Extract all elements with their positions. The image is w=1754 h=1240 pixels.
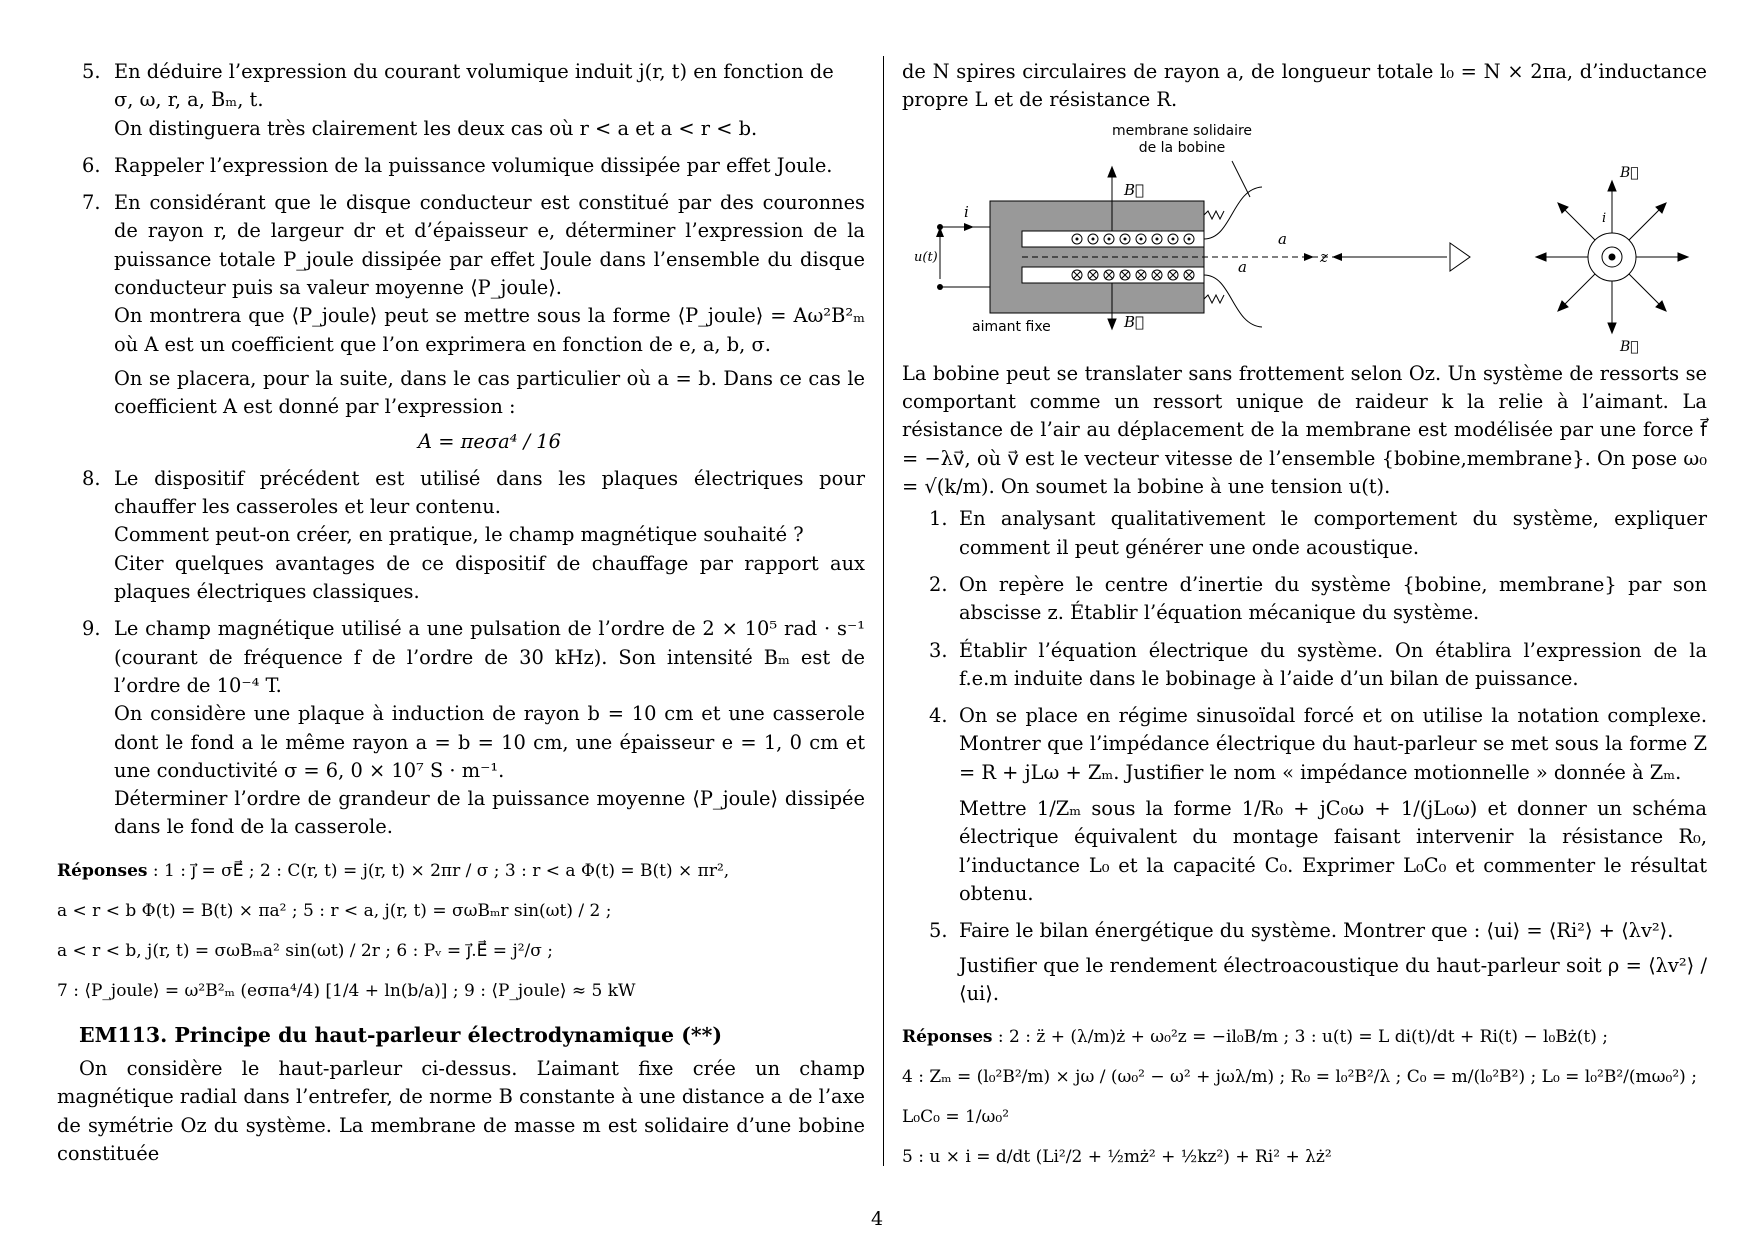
intro-paragraph: On considère le haut-parleur ci-dessus. L’aimant fixe crée un champ magnétique radial dans l’entrefer, de norme B constante à une distance a de l’axe de symétrie Oz du système. La membrane de masse m est solidaire d’une bobine constituée — [57, 1057, 865, 1165]
eye-icon — [1450, 243, 1470, 271]
question-6: 6. Rappeler l’expression de la puissance volumique dissipée par effet Joule. — [82, 153, 833, 177]
right-column — [902, 58, 1707, 1177]
system-paragraph: La bobine peut se translater sans frottement selon Oz. Un système de ressorts se comportant comme un ressort unique de raideur k la relie à l’aimant. La résistance de l’air au déplacement de la membrane est modélisée par une force f⃗ = −λv⃗, où v⃗ est le vecteur vitesse de l’ensemble {bobine,membrane}. On pose ω₀ = √(k/m). On soumet la bobine à une tension u(t). — [902, 361, 1707, 499]
column-divider — [883, 56, 884, 1166]
i-label-left: i — [964, 202, 969, 221]
b-label-top: B⃗ — [1124, 180, 1145, 199]
magnet-label: aimant fixe — [972, 318, 1051, 335]
spring-top — [1204, 211, 1224, 219]
speaker-diagram — [902, 119, 1707, 355]
question-r3: 3. Établir l’équation électrique du système. On établira l’expression de la f.e.m induite dans le bobinage à l’aide d’un bilan de puissance. — [929, 638, 1707, 690]
question-r1: 1. En analysant qualitativement le comportement du système, expliquer comment il peut générer une onde acoustique. — [929, 507, 1707, 559]
membrane-pointer — [1232, 161, 1250, 197]
intro-continued: de N spires circulaires de rayon a, de longueur totale l₀ = N × 2πa, d’inductance propre L et de résistance R. — [902, 60, 1707, 112]
question-r4: 4. On se place en régime sinusoïdal forcé et on utilise la notation complexe. Montrer que l’impédance électrique du haut-parleur se met sous la forme Z = R + jLω + Zₘ. Justifier le nom « impédance motionnelle » donnée à Zₘ. Mettre 1/Zₘ sous la forme 1/R₀ + jC₀ω + 1/(jL₀ω) et donner un schéma électrique équivalent du montage faisant intervenir la résistance R₀, l’inductance L₀ et la capacité C₀. Exprimer L₀C₀ et commenter le résultat obtenu. — [929, 704, 1707, 905]
b-label-bottom: B⃗ — [1124, 312, 1145, 331]
spring-bottom — [1204, 295, 1224, 303]
question-r5: 5. Faire le bilan énergétique du système. Montrer que : ⟨ui⟩ = ⟨Ri²⟩ + ⟨λv²⟩. Justifier que le rendement électroacoustique du haut-parleur soit ρ = ⟨λv²⟩ / ⟨ui⟩. — [929, 919, 1707, 1005]
b-label-radial-top: B⃗ — [1620, 164, 1639, 181]
a-label-bottom: a — [1238, 257, 1247, 276]
lower-gap — [1022, 267, 1204, 283]
left-column — [57, 58, 865, 1168]
z-label: z — [1320, 247, 1328, 266]
page-number: 4 — [870, 1208, 884, 1230]
question-5: 5. En déduire l’expression du courant volumique induit j(r, t) en fonction de σ, ω, r, a, Bₘ, t. On distinguera très clairement les deux cas où r < a et a < r < b. — [82, 60, 834, 140]
membrane-label-2: de la bobine — [1138, 139, 1226, 156]
answers-left: Réponses : 1 : j⃗ = σE⃗ ; 2 : C(r, t) = j(r, t) × 2πr / σ ; 3 : r < a Φ(t) = B(t) × πr², a < r < b Φ(t) = B(t) × πa² ; 5 : r < a, j(r, t) = σωBₘr sin(ωt) / 2 ; a < r < b, j(r, t) = σωBₘa² sin(ωt) / 2r ; 6 : Pᵥ = j⃗.E⃗ = j²/σ ; 7 : ⟨P_joule⟩ = ω²B²ₘ (eσπa⁴/4) [1/4 + ln(b/a)] ; 9 : ⟨P_joule⟩ ≈ 5 kW — [57, 860, 730, 1001]
upper-gap — [1022, 231, 1204, 247]
speaker-figure — [902, 119, 1707, 355]
a-label-top: a — [1278, 229, 1287, 248]
formula-A: A = πeσa⁴ / 16 — [418, 429, 561, 453]
b-label-radial-bottom: B⃗ — [1620, 338, 1639, 355]
question-r2: 2. On repère le centre d’inertie du système {bobine, membrane} par son abscisse z. Établir l’équation mécanique du système. — [929, 572, 1707, 625]
question-8: 8. Le dispositif précédent est utilisé dans les plaques électriques pour chauffer les casseroles et leur contenu. Comment peut-on créer, en pratique, le champ magnétique souhaité ? Citer quelques avantages de ce dispositif de chauffage par rapport aux plaques électriques classiques. — [82, 466, 865, 604]
question-9: 9. Le champ magnétique utilisé a une pulsation de l’ordre de 2 × 10⁵ rad · s⁻¹ (courant de fréquence f de l’ordre de 30 kHz). Son intensité Bₘ est de l’ordre de 10⁻⁴ T. On considère une plaque à induction de rayon b = 10 cm et une casserole dont le fond a le même rayon a = b = 10 cm, une épaisseur e = 1, 0 cm et une conductivité σ = 6, 0 × 10⁷ S · m⁻¹. Déterminer l’ordre de grandeur de la puissance moyenne ⟨P_joule⟩ dissipée dans le fond de la casserole. — [82, 617, 865, 839]
u-label: u(t) — [914, 249, 938, 265]
i-label-radial: i — [1602, 210, 1607, 226]
answers-right: Réponses : 2 : z̈ + (λ/m)ż + ω₀²z = −il₀B/m ; 3 : u(t) = L di(t)/dt + Ri(t) − l₀Bż(t) ; 4 : Zₘ = (l₀²B²/m) × jω / (ω₀² − ω² + jωλ/m) ; R₀ = l₀²B²/λ ; C₀ = m/(l₀²B²) ; L₀ = l₀²B²/(mω₀²) ; L₀C₀ = 1/ω₀² 5 : u × i = d/dt (Li²/2 + ½mż² + ½kz²) + Ri² + λż² — [902, 1027, 1697, 1168]
radial-field — [1536, 181, 1688, 333]
question-7: 7. En considérant que le disque conducteur est constitué par des couronnes de rayon r, de largeur dr et d’épaisseur e, déterminer l’expression de la puissance totale P_joule dissipée par effet Joule dans l’ensemble du disque conducteur puis sa valeur moyenne ⟨P_joule⟩. On montrera que ⟨P_joule⟩ peut se mettre sous la forme ⟨P_joule⟩ = Aω²B²ₘ où A est un coefficient que l’on exprimera en fonction de e, a, b, σ. On se placera, pour la suite, dans le cas particulier où a = b. Dans ce cas le coefficient A est donné par l’expression : A = πeσa⁴ / 16 — [57, 189, 865, 456]
membrane-top — [1204, 187, 1262, 239]
membrane-label-1: membrane solidaire — [1111, 122, 1253, 139]
section-title: EM113. Principe du haut-parleur électrodynamique (**) — [79, 1022, 723, 1047]
